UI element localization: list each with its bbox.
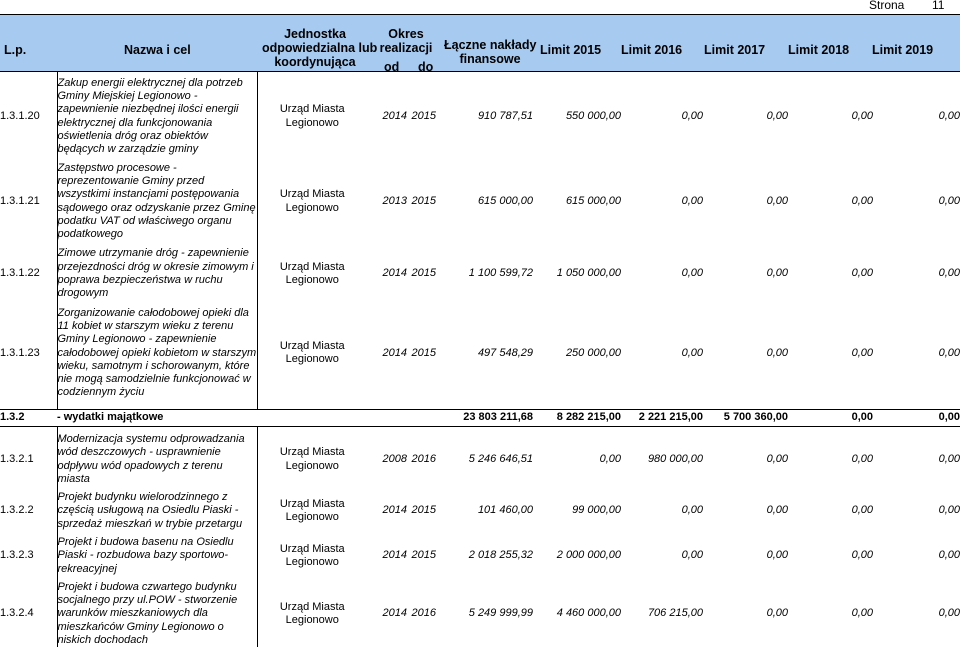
row-lp: 1.3.1.23	[0, 346, 40, 359]
header-limit-2018: Limit 2018	[788, 43, 850, 57]
row-limit-2018: 0,00	[851, 346, 873, 359]
row-lp: 1.3.2.3	[0, 549, 34, 562]
row-limit-2016: 0,00	[681, 109, 703, 122]
row-limit-2019: 0,00	[938, 267, 960, 280]
row-name: Zastępstwo procesowe - reprezentowanie Gminy przed wszystkimi instancjami postępowania sądowego oraz odzyskanie przez Gminę podatku VAT od właściwego organu podatkowego	[57, 162, 256, 241]
table-row	[0, 76, 960, 157]
page-number-bar	[0, 0, 960, 11]
page-label: Strona	[869, 0, 905, 12]
header-unit-line1: Jednostka	[284, 27, 346, 41]
table-row	[0, 162, 960, 241]
row-from: 2014	[382, 109, 407, 122]
row-name: Projekt i budowa czwartego budynku socjalnego przy ul.POW - stworzenie warunków mieszkaniowych dla mieszkańców Gminy Legionowo o niskich dochodach	[57, 581, 257, 647]
row-unit: Urząd Miasta Legionowo	[279, 340, 345, 366]
table-row	[0, 246, 960, 301]
row-name: Zakup energii elektrycznej dla potrzeb Gminy Miejskiej Legionowo - zapewnienie niezbędnej ilości energii elektrycznej dla funkcjonowania oświetlenia dróg oraz obiektów będących w zarządzie gminy	[57, 76, 257, 157]
header-to: do	[418, 60, 434, 74]
row-to: 2015	[411, 195, 436, 207]
table-row	[0, 306, 960, 400]
subtotal-limit-2016: 2 221 215,00	[621, 409, 703, 426]
row-lp: 1.3.2.1	[0, 453, 34, 466]
row-name: Projekt i budowa basenu na Osiedlu Piaski - rozbudowa bazy sportowo-rekreacyjnej	[57, 536, 257, 576]
row-unit: Urząd Miasta Legionowo	[279, 188, 345, 214]
row-limit-2017: 0,00	[766, 109, 788, 122]
row-limit-2015: 1 050 000,00	[556, 267, 621, 280]
row-limit-2018: 0,00	[851, 607, 873, 620]
row-limit-2018: 0,00	[851, 453, 873, 466]
subtotal-limit-2015: 8 282 215,00	[533, 409, 621, 426]
row-from: 2014	[382, 267, 407, 280]
header-limit-2015: Limit 2015	[540, 43, 602, 57]
row-limit-2019: 0,00	[938, 607, 960, 620]
row-limit-2017: 0,00	[766, 267, 788, 280]
row-limit-2017: 0,00	[766, 607, 788, 620]
row-spacer	[0, 400, 960, 409]
subtotal-row	[0, 409, 960, 426]
row-limit-2019: 0,00	[938, 549, 960, 562]
row-limit-2016: 980 000,00	[647, 453, 703, 466]
row-limit-2018: 0,00	[851, 549, 873, 562]
row-name: Projekt budynku wielorodzinnego z częścią usługową na Osiedlu Piaski - sprzedaż mieszkań w trybie przetargu	[57, 491, 257, 531]
row-limit-2018: 0,00	[851, 267, 873, 280]
row-limit-2018: 0,00	[851, 195, 873, 207]
row-total: 5 249 999,99	[468, 607, 533, 620]
header-limit-2017: Limit 2017	[704, 43, 766, 57]
header-period-line1: Okres	[388, 27, 424, 41]
row-lp: 1.3.2.2	[0, 504, 34, 517]
subtotal-name: - wydatki majątkowe	[57, 409, 436, 426]
subtotal-limit-2019: 0,00	[873, 409, 960, 426]
row-limit-2019: 0,00	[938, 195, 960, 207]
row-limit-2017: 0,00	[766, 195, 788, 207]
table-row	[0, 581, 960, 647]
table-row	[0, 433, 960, 486]
row-total: 2 018 255,32	[468, 549, 533, 562]
row-name: Zorganizowanie całodobowej opieki dla 11 kobiet w starszym wieku z terenu Gminy Legionowo - zapewnienie całodobowej opieki kobietom w starszym wieku, samotnym i schorowanym, które nie mogą samodzielnie funkcjonować w codziennym życiu	[57, 307, 257, 399]
header-name: Nazwa i cel	[124, 43, 191, 57]
header-unit-line3: koordynująca	[274, 55, 356, 69]
row-unit: Urząd Miasta Legionowo	[279, 260, 345, 286]
page-number: 11	[932, 0, 945, 12]
row-limit-2018: 0,00	[851, 504, 873, 517]
header-unit-line2: odpowiedzialna lub	[262, 41, 378, 55]
row-limit-2018: 0,00	[851, 109, 873, 122]
row-unit: Urząd Miasta Legionowo	[279, 497, 345, 524]
header-limit-2016: Limit 2016	[621, 43, 683, 57]
row-to: 2015	[411, 346, 436, 359]
row-from: 2013	[382, 195, 407, 207]
row-total: 615 000,00	[477, 195, 533, 207]
budget-table	[0, 71, 960, 647]
subtotal-limit-2017: 5 700 360,00	[703, 409, 788, 426]
row-limit-2019: 0,00	[938, 346, 960, 359]
row-name: Modernizacja systemu odprowadzania wód deszczowych - usprawnienie odpływu wód opadowych z terenu miasta	[57, 433, 257, 486]
row-from: 2014	[382, 346, 407, 359]
header-total	[444, 38, 536, 66]
row-name: Zimowe utrzymanie dróg - zapewnienie przejezdności dróg w okresie zimowym i poprawa bezpieczeństwa w ruchu drogowym	[57, 246, 257, 301]
row-to: 2015	[411, 267, 436, 280]
row-to: 2015	[411, 109, 436, 122]
row-limit-2017: 0,00	[766, 504, 788, 517]
row-limit-2017: 0,00	[766, 549, 788, 562]
row-limit-2015: 2 000 000,00	[556, 549, 621, 562]
row-limit-2015: 4 460 000,00	[556, 607, 621, 620]
row-lp: 1.3.1.21	[0, 195, 40, 207]
row-lp: 1.3.1.20	[0, 109, 40, 122]
table-header	[0, 14, 960, 72]
row-spacer	[0, 426, 960, 433]
row-limit-2016: 0,00	[681, 549, 703, 562]
row-total: 101 460,00	[477, 504, 533, 517]
row-limit-2019: 0,00	[938, 453, 960, 466]
table-row	[0, 536, 960, 576]
row-limit-2016: 0,00	[681, 504, 703, 517]
row-limit-2019: 0,00	[938, 109, 960, 122]
row-lp: 1.3.2.4	[0, 607, 34, 620]
header-limit-2019: Limit 2019	[872, 43, 934, 57]
subtotal-total: 23 803 211,68	[436, 409, 533, 426]
row-limit-2015: 615 000,00	[565, 195, 621, 207]
subtotal-lp: 1.3.2	[0, 409, 57, 426]
row-to: 2016	[411, 607, 436, 620]
header-period-line2: realizacji	[379, 41, 433, 55]
header-unit	[262, 27, 378, 69]
row-from: 2014	[382, 607, 407, 620]
row-to: 2015	[411, 549, 436, 562]
row-to: 2016	[411, 453, 436, 466]
row-limit-2016: 706 215,00	[647, 607, 703, 620]
row-limit-2019: 0,00	[938, 504, 960, 517]
header-total-line1: Łączne nakłady	[444, 38, 537, 52]
row-limit-2015: 550 000,00	[565, 109, 621, 122]
row-limit-2015: 250 000,00	[565, 346, 621, 359]
row-unit: Urząd Miasta Legionowo	[279, 446, 345, 472]
row-limit-2017: 0,00	[766, 346, 788, 359]
header-period	[372, 27, 440, 55]
row-from: 2014	[382, 504, 407, 517]
row-limit-2016: 0,00	[681, 195, 703, 207]
row-lp: 1.3.1.22	[0, 267, 40, 280]
row-unit: Urząd Miasta Legionowo	[279, 542, 345, 569]
row-total: 5 246 646,51	[468, 453, 533, 466]
row-from: 2014	[382, 549, 407, 562]
row-total: 497 548,29	[477, 346, 533, 359]
row-limit-2016: 0,00	[681, 346, 703, 359]
header-lp: L.p.	[4, 43, 27, 57]
row-total: 910 787,51	[477, 109, 533, 122]
row-unit: Urząd Miasta Legionowo	[279, 600, 345, 627]
row-limit-2015: 0,00	[599, 453, 621, 466]
row-from: 2008	[382, 453, 407, 466]
row-to: 2015	[411, 504, 436, 517]
row-limit-2016: 0,00	[681, 267, 703, 280]
row-total: 1 100 599,72	[468, 267, 533, 280]
row-unit: Urząd Miasta Legionowo	[279, 103, 345, 129]
row-limit-2017: 0,00	[766, 453, 788, 466]
subtotal-limit-2018: 0,00	[788, 409, 873, 426]
header-total-line2: finansowe	[459, 52, 521, 66]
header-from: od	[384, 60, 400, 74]
table-row	[0, 491, 960, 531]
row-limit-2015: 99 000,00	[572, 504, 621, 517]
